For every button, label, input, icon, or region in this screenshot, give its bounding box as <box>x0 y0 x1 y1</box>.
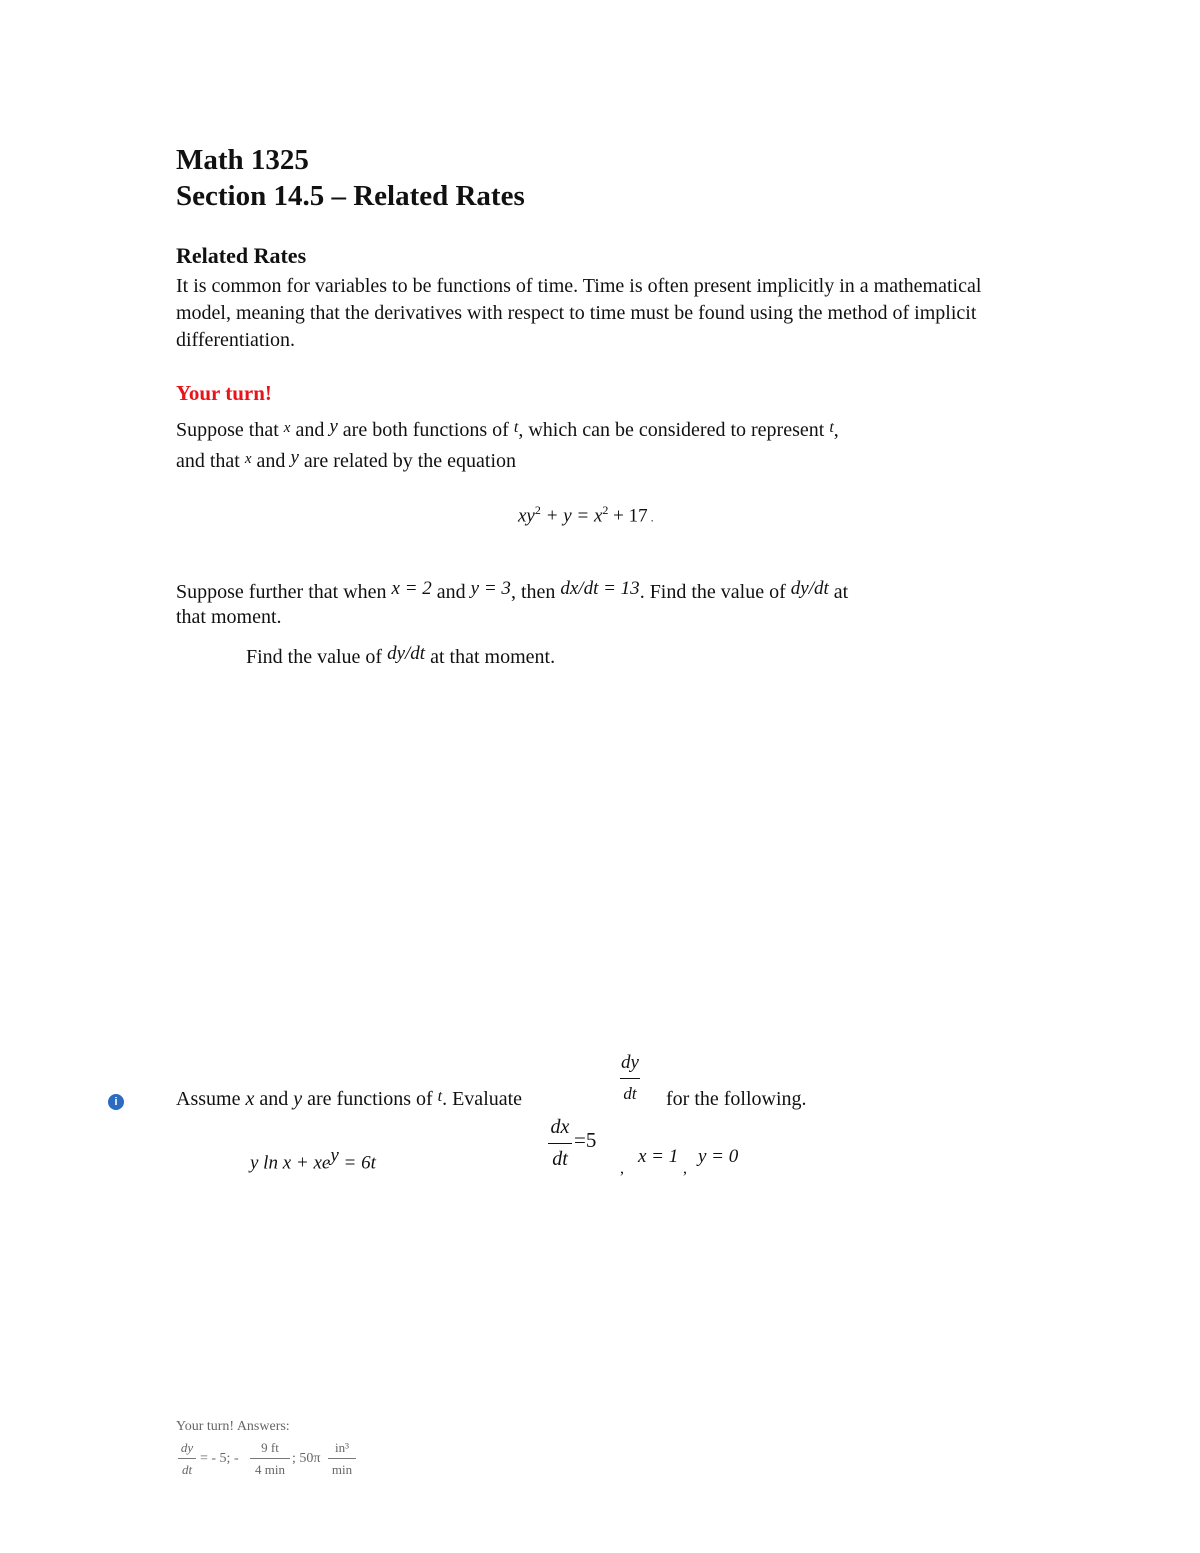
frac-dy-den: dt <box>623 1084 637 1103</box>
text: and that <box>176 450 240 472</box>
answer-frac-den: min <box>331 1462 353 1477</box>
problem-line-4: that moment. <box>176 606 282 628</box>
text: Suppose further that when <box>176 581 387 603</box>
main-equation: $xy^2 + y = x^2 + 17$ . <box>518 503 654 527</box>
text: Assume <box>176 1088 241 1110</box>
answer-frac-num: dy <box>180 1440 194 1455</box>
answer-1: = - 5; - <box>200 1451 239 1466</box>
var-y: y <box>290 447 299 468</box>
info-icon: i <box>108 1094 124 1110</box>
exponent: 2 <box>534 503 541 517</box>
text: , which can be considered to represent <box>518 419 825 441</box>
text: Suppose that <box>176 419 279 441</box>
answer-frac-num: in³ <box>334 1440 349 1455</box>
dy-dt: dy/dt <box>387 643 426 664</box>
comma: , <box>683 1160 687 1177</box>
eq-part: xy <box>518 505 535 527</box>
frac-dx-den: dt <box>552 1148 568 1170</box>
text: are related by the equation <box>303 450 516 472</box>
fraction-bar <box>178 1458 196 1459</box>
your-turn-label: Your turn! <box>176 381 272 405</box>
section-title: Section 14.5 – Related Rates <box>176 180 525 212</box>
answer-2: ; 50π <box>292 1451 321 1466</box>
var-t: t <box>513 419 519 436</box>
var-x: x <box>283 420 291 436</box>
fraction-bar <box>328 1458 356 1459</box>
text: . Evaluate <box>442 1088 523 1110</box>
condition-x: x = 2 <box>391 578 432 599</box>
condition-y: y = 3 <box>470 578 511 599</box>
y-condition: y = 0 <box>698 1146 739 1167</box>
text: . Find the value of <box>639 581 786 603</box>
frac-dy-num: dy <box>621 1052 639 1073</box>
dy-dt: dy/dt <box>790 578 829 599</box>
problem-line-1 <box>176 416 839 442</box>
exercise-equation <box>250 1145 376 1174</box>
answer-frac-num: 9 ft <box>261 1440 279 1455</box>
eq-part: y ln x + xe <box>250 1152 331 1174</box>
frac-dx-num: dx <box>550 1116 570 1138</box>
exercise-line <box>176 1088 522 1111</box>
text: , then <box>510 581 556 603</box>
text: at that moment. <box>430 646 556 668</box>
var-y: y <box>329 416 338 437</box>
indented-question <box>246 643 555 669</box>
text: and <box>259 1088 289 1110</box>
text: and <box>256 450 286 472</box>
intro-paragraph: It is common for variables to be functions of time. Time is often present implicitly in a mathematical model, meaning that the derivatives with respect to time must be found using the method of implicit differentiation. <box>176 275 982 351</box>
answers-label: Your turn! Answers: <box>176 1419 290 1434</box>
text: and <box>436 581 466 603</box>
eq-part: + y = x <box>540 505 603 527</box>
problem-line-3 <box>176 578 848 604</box>
fraction-bar <box>250 1458 290 1459</box>
fraction-bar <box>548 1143 572 1144</box>
exponent: y <box>330 1145 339 1166</box>
problem-line-2 <box>176 447 516 473</box>
exercise-tail: for the following. <box>666 1088 807 1110</box>
dx-value: =5 <box>574 1128 597 1152</box>
condition-dxdt: dx/dt = 13 <box>560 578 640 599</box>
fraction-bar <box>620 1078 640 1079</box>
var-x: x <box>244 451 252 467</box>
text: Find the value of <box>246 646 383 668</box>
var-t: t <box>437 1088 443 1105</box>
answer-frac-den: 4 min <box>255 1462 285 1477</box>
exponent: 2 <box>602 503 609 517</box>
text: at <box>833 581 849 603</box>
related-rates-heading: Related Rates <box>176 243 307 268</box>
var-t: t <box>829 419 834 436</box>
text: and <box>295 419 325 441</box>
var-y: y <box>293 1088 303 1110</box>
comma: , <box>620 1160 624 1177</box>
eq-part: + 17 <box>608 505 648 527</box>
course-title: Math 1325 <box>176 144 309 176</box>
text: are both functions of <box>342 419 509 441</box>
answer-frac-den: dt <box>181 1462 193 1477</box>
eq-part: = 6t <box>338 1152 376 1174</box>
text: are functions of <box>307 1088 433 1110</box>
text: , <box>833 419 839 441</box>
x-condition: x = 1 <box>638 1146 679 1167</box>
var-x: x <box>245 1088 255 1110</box>
